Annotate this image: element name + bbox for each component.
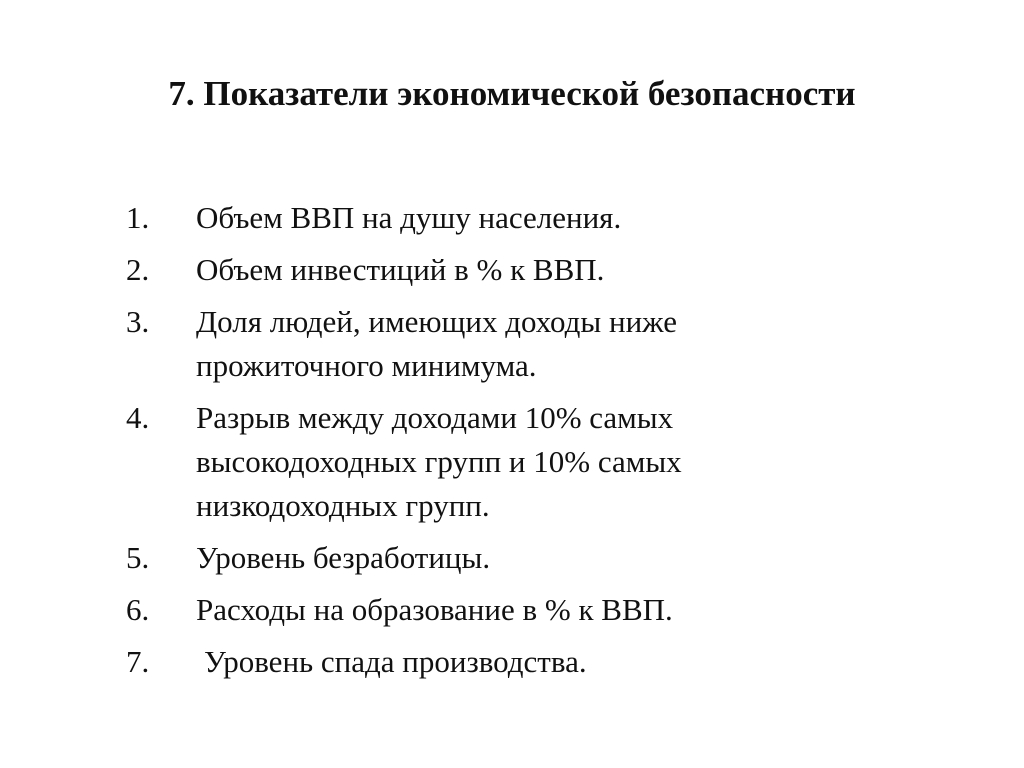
list-item-number: 5. <box>126 540 150 575</box>
list-item-number: 2. <box>126 252 150 287</box>
list-item-line: прожиточного минимума. <box>196 348 537 383</box>
list-item-text: Уровень безработицы. <box>196 540 491 575</box>
list-item-number: 4. <box>126 400 150 435</box>
slide-title: 7. Показатели экономической безопасности <box>168 74 856 113</box>
list-item-text: Объем ВВП на душу населения. <box>196 200 622 235</box>
list-item-text <box>196 396 886 528</box>
list-item-line: Доля людей, имеющих доходы ниже <box>196 304 677 339</box>
list-item <box>126 536 886 580</box>
list-item-text: Расходы на образование в % к ВВП. <box>196 592 673 627</box>
list-item-number: 6. <box>126 592 150 627</box>
list-item-text <box>196 300 886 388</box>
list-item <box>126 248 886 292</box>
list-item-number: 7. <box>126 644 150 679</box>
list-item-text: Объем инвестиций в % к ВВП. <box>196 252 605 287</box>
list-item <box>126 640 886 684</box>
list-item <box>126 588 886 632</box>
list-item-line: низкодоходных групп. <box>196 488 490 523</box>
list-item-number: 3. <box>126 304 150 339</box>
list-item-text: Уровень спада производства. <box>204 644 587 679</box>
indicator-list <box>126 196 886 692</box>
list-item-line: Разрыв между доходами 10% самых <box>196 400 674 435</box>
list-item <box>126 396 886 528</box>
list-item <box>126 300 886 388</box>
list-item-number: 1. <box>126 200 150 235</box>
list-item-line: высокодоходных групп и 10% самых <box>196 444 682 479</box>
list-item <box>126 196 886 240</box>
